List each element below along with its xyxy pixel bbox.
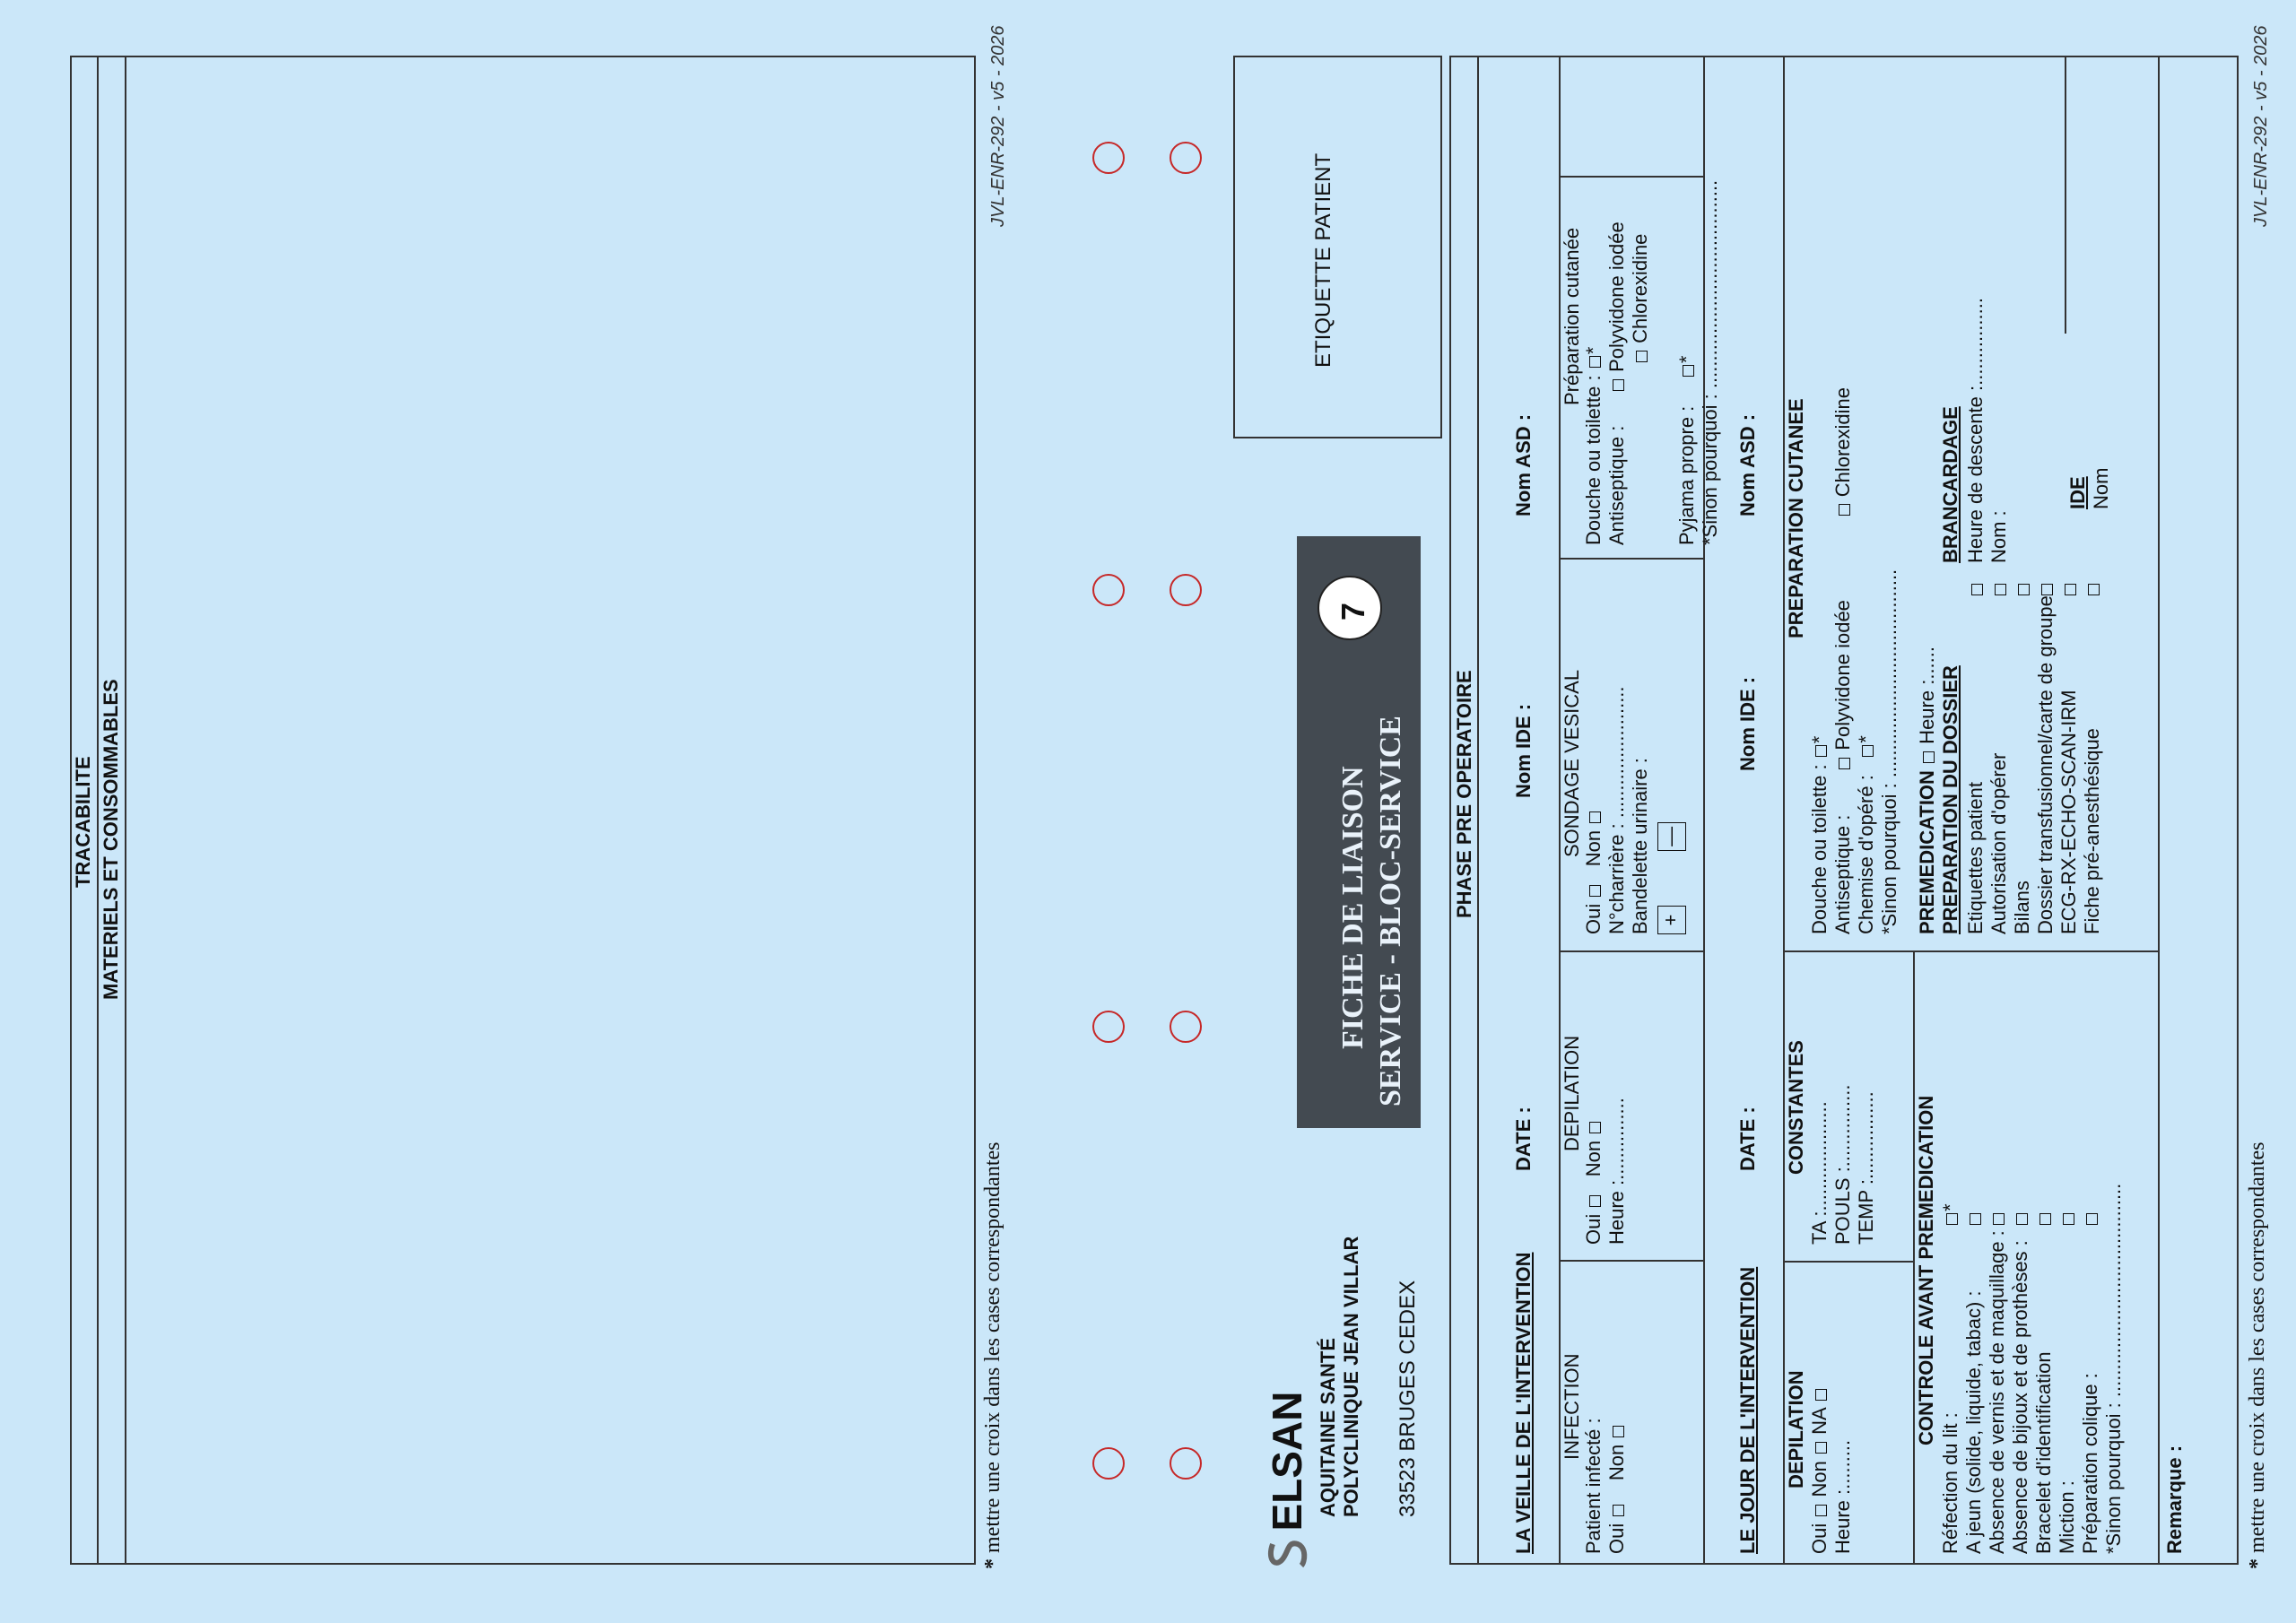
jour-date: DATE : (1736, 1107, 1759, 1171)
elsan-logo-icon (1265, 1535, 1309, 1571)
form-title-2: SERVICE - BLOC-SERVICE (1374, 716, 1407, 1107)
checkbox[interactable] (1993, 1213, 2005, 1225)
checkbox[interactable] (1636, 351, 1648, 362)
right-doc-ref: JVL-ENR-292 - v5 - 2026 (2251, 25, 2271, 227)
checkbox[interactable] (2041, 584, 2053, 595)
jour-nom-asd: Nom ASD : (1736, 413, 1759, 516)
dossier-title: PREPARATION DU DOSSIER (1939, 665, 1961, 934)
premed-row: PREMEDICATION Heure :...... (1916, 646, 1938, 934)
veille-nom-ide: Nom IDE : (1512, 703, 1535, 798)
binder-hole (1092, 574, 1125, 606)
materiels-subtitle: MATERIELS ET CONSOMMABLES (100, 679, 122, 1000)
brancardage-content: Heure de descente :................ Nom : (1964, 298, 2010, 563)
binder-hole (1170, 574, 1202, 606)
checkbox[interactable] (1589, 812, 1601, 823)
phase-title: PHASE PRE OPERATOIRE (1453, 670, 1475, 918)
binder-hole (1170, 1447, 1202, 1480)
checkbox[interactable] (1862, 745, 1874, 757)
dossier-checkboxes (1964, 582, 2104, 597)
jour-prep-title: PREPARATION CUTANEE (1785, 398, 1807, 638)
veille-prep-content: Douche ou toilette : * Antiseptique : Polyvidone iodée Chlorexidine Pyjama propre : * *Sinon pourquoi : ...................................... (1582, 179, 1721, 545)
jour-title: LE JOUR DE L'INTERVENTION (1736, 1266, 1759, 1554)
form-title-1: FICHE DE LIAISON (1336, 766, 1370, 1049)
veille-sondage-title: SONDAGE VESICAL (1561, 669, 1583, 857)
checkbox[interactable] (1613, 1426, 1624, 1437)
checkbox[interactable] (1815, 1505, 1827, 1516)
checkbox[interactable] (1589, 356, 1601, 368)
binder-hole (1170, 142, 1202, 174)
veille-title: LA VEILLE DE L'INTERVENTION (1512, 1252, 1535, 1554)
bandelette-minus-box[interactable]: — (1657, 822, 1686, 851)
brancardage-title: BRANCARDAGE (1939, 406, 1961, 563)
tracabilite-writing-area[interactable] (127, 57, 974, 1563)
remarque-label: Remarque : (2163, 1445, 2186, 1554)
controle-title: CONTROLE AVANT PREMEDICATION (1915, 1095, 1937, 1445)
veille-prep-title: Préparation cutanée (1561, 227, 1583, 405)
checkbox[interactable] (2086, 1213, 2098, 1225)
checkbox[interactable] (1971, 584, 1983, 595)
checkbox[interactable] (1589, 1195, 1601, 1207)
checkbox[interactable] (1589, 1122, 1601, 1133)
remarque-area[interactable] (2161, 57, 2237, 1402)
checkbox[interactable] (1923, 751, 1935, 763)
jour-nom-ide: Nom IDE : (1736, 676, 1759, 771)
patient-label-box[interactable] (1233, 56, 1442, 438)
veille-depilation-title: DEPILATION (1561, 1035, 1583, 1151)
checkbox[interactable] (1946, 1213, 1958, 1225)
jour-prep-content: Douche ou toilette : * Antiseptique : Polyvidone iodée Chlorexidine Chemise d'opéré : * *Sinon pourquoi : ...................................... (1808, 386, 1900, 934)
checkbox[interactable] (1589, 885, 1601, 897)
checkbox[interactable] (2063, 1213, 2074, 1225)
veille-date: DATE : (1512, 1107, 1535, 1171)
checkbox[interactable] (1815, 1442, 1827, 1454)
checkbox[interactable] (2016, 1213, 2028, 1225)
dossier-list: Etiquettes patient Autorisation d'opérer Bilans Dossier transfusionnel/carte de groupe ECG-RX-ECHO-SCAN-IRM Fiche pré-anesthésique (1964, 595, 2103, 934)
org-line1: AQUITAINE SANTÉ (1317, 1337, 1339, 1517)
elsan-logo (1263, 1338, 1317, 1571)
checkbox[interactable] (2039, 1213, 2051, 1225)
controle-list: Réfection du lit : A jeun (solide, liquide, tabac) : Absence de vernis et de maquillage : Absence de bijoux et de prothèses : Bracelet d'identification Miction : Préparation colique : *Sinon pourquoi : ....................................... (1939, 1183, 2125, 1554)
checkbox[interactable] (2088, 584, 2100, 595)
veille-infection-title: INFECTION (1561, 1353, 1583, 1460)
checkbox[interactable] (1613, 1505, 1624, 1516)
binder-hole (1170, 1011, 1202, 1043)
jour-constantes-content: TA :.................... POULS :............... TEMP :................ (1808, 1084, 1877, 1245)
checkbox[interactable] (2065, 584, 2076, 595)
veille-nom-asd: Nom ASD : (1512, 413, 1535, 516)
checkbox[interactable] (1613, 379, 1624, 391)
checkbox[interactable] (1839, 758, 1850, 769)
binder-hole (1092, 1447, 1125, 1480)
checkbox[interactable] (1970, 1213, 1981, 1225)
veille-sondage-content: Oui Non N°charrière : ........................ Bandelette urinaire : + — (1582, 686, 1686, 934)
binder-hole (1092, 142, 1125, 174)
org-line2: POLYCLINIQUE JEAN VILLAR (1340, 1236, 1362, 1517)
address: 33523 BRUGES CEDEX (1396, 1280, 1420, 1517)
controle-checkboxes: * (1939, 1203, 2102, 1227)
checkbox[interactable] (1839, 504, 1850, 516)
left-doc-ref: JVL-ENR-292 - v5 - 2026 (988, 25, 1008, 227)
brancardage-ide-nom: Nom (2090, 467, 2112, 509)
checkbox[interactable] (1815, 745, 1827, 757)
checkbox[interactable] (1683, 365, 1694, 377)
patient-label-text: ETIQUETTE PATIENT (1311, 152, 1335, 368)
binder-hole (1092, 1011, 1125, 1043)
form-number: 7 (1335, 602, 1371, 621)
left-footnote: * mettre une croix dans les cases correspondantes (981, 1141, 1004, 1569)
checkbox[interactable] (2018, 584, 2030, 595)
veille-infection-content: Patient infecté : Oui Non (1582, 1418, 1628, 1554)
tracabilite-title: TRACABILITE (72, 756, 94, 888)
jour-depilation-title: DEPILATION (1785, 1370, 1807, 1488)
bandelette-plus-box[interactable]: + (1657, 906, 1686, 934)
jour-constantes-title: CONSTANTES (1785, 1040, 1807, 1175)
right-footnote: * mettre une croix dans les cases correspondantes (2246, 1141, 2269, 1569)
checkbox[interactable] (1995, 584, 2006, 595)
veille-depilation-content: Oui Non Heure :............... (1582, 1098, 1628, 1245)
brancardage-ide: IDE (2066, 476, 2089, 509)
jour-depilation-content: Oui Non NA Heure :......... (1808, 1387, 1855, 1554)
checkbox[interactable] (1815, 1389, 1827, 1401)
brand-name: ELSAN (1264, 1391, 1310, 1532)
